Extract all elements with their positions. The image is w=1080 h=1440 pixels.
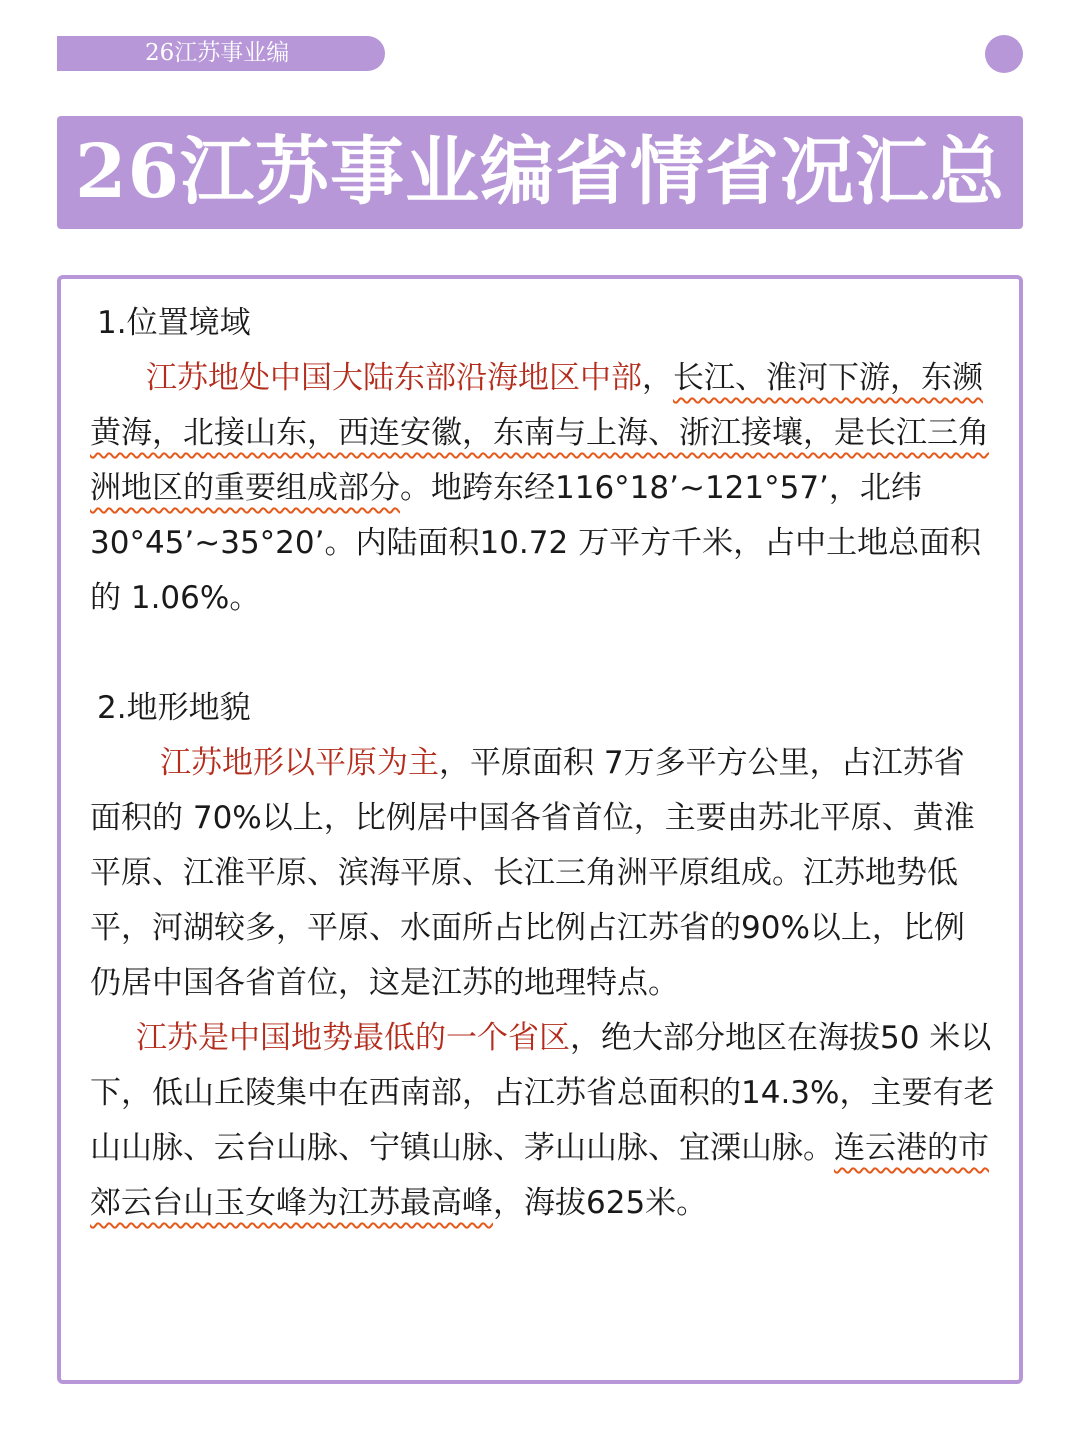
plain-text: 。地跨东经116°18’~121°57’，北纬30°45’~35°20’。内陆面积10.72 万平方千米，占中土地总面积的 1.06%。 bbox=[90, 470, 982, 616]
highlight-text: 江苏地形以平原为主 bbox=[160, 745, 439, 781]
wavy-underlined-text: 长江、淮河下游，东濒黄海，北接山东，西连安徽，东南与上海、浙江接壤，是长江三角洲地区的重要组成部分 bbox=[90, 360, 989, 506]
decorative-dot bbox=[985, 35, 1023, 73]
section-heading-terrain: 2.地形地貌 bbox=[97, 690, 251, 726]
paragraph-terrain-1 bbox=[90, 736, 995, 1011]
plain-text: ，绝大部分地区在海拔50 米以下，低山丘陵集中在西南部，占江苏省总面积的14.3%，主要有老山山脉、云台山脉、宁镇山脉、茅山山脉、宜溧山脉。 bbox=[90, 1020, 995, 1166]
wavy-underlined-text: 连云港的市郊云台山玉女峰为江苏最高峰 bbox=[90, 1130, 989, 1221]
paragraph-location bbox=[90, 351, 995, 626]
tag-pill bbox=[57, 36, 385, 71]
plain-text: ， bbox=[642, 360, 673, 396]
content-body bbox=[90, 296, 995, 1231]
page-title: 26江苏事业编省情省况汇总 bbox=[57, 116, 1023, 229]
section-heading-location: 1.位置境域 bbox=[97, 305, 251, 341]
section-gap bbox=[90, 626, 995, 681]
highlight-text: 江苏是中国地势最低的一个省区 bbox=[136, 1020, 570, 1056]
plain-text: ，海拔625米。 bbox=[493, 1185, 708, 1221]
plain-text: ，平原面积 7万多平方公里，占江苏省面积的 70%以上，比例居中国各省首位，主要由苏北平原、黄淮平原、江淮平原、滨海平原、长江三角洲平原组成。江苏地势低平，河湖较多，平原、水面所占比例占江苏省的90%以上，比例仍居中国各省首位，这是江苏的地理特点。 bbox=[90, 745, 975, 1001]
highlight-text: 江苏地处中国大陆东部沿海地区中部 bbox=[146, 360, 642, 396]
paragraph-terrain-2 bbox=[90, 1011, 995, 1231]
tag-label: 26江苏事业编 bbox=[145, 40, 290, 66]
